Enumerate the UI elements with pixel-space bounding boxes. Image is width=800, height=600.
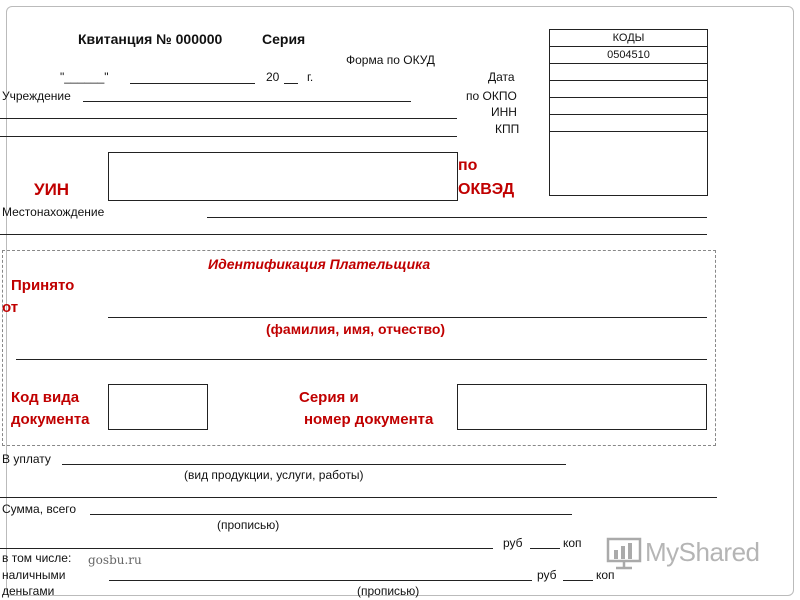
doc-series-label-2: номер документа: [304, 411, 434, 428]
kop-label-2: коп: [596, 568, 615, 582]
doc-number-box[interactable]: [457, 384, 707, 430]
okud-label: Форма по ОКУД: [346, 53, 435, 67]
okpo-cell[interactable]: [550, 81, 708, 98]
myshared-brand: MyShared: [645, 537, 760, 567]
okved-cell[interactable]: [550, 132, 708, 196]
payment-for-line-2[interactable]: [0, 497, 717, 498]
institution-line-3[interactable]: [0, 136, 457, 137]
including-label: в том числе:: [2, 551, 72, 565]
accepted-from-label-2: от: [2, 299, 19, 316]
kop-line[interactable]: [530, 548, 560, 549]
doc-series-label-1: Серия и: [299, 389, 359, 406]
payment-for-line[interactable]: [62, 464, 566, 465]
kpp-code-label: КПП: [495, 122, 520, 136]
total-line[interactable]: [90, 514, 572, 515]
date-month-line[interactable]: [130, 83, 255, 84]
payment-for-caption: (вид продукции, услуги, работы): [184, 468, 364, 482]
year-suffix: г.: [307, 70, 314, 84]
payment-for-label: В уплату: [2, 452, 51, 466]
year-line[interactable]: [284, 83, 298, 84]
cash-line[interactable]: [109, 580, 532, 581]
okved-label-2: ОКВЭД: [458, 181, 515, 198]
kop-line-2[interactable]: [563, 580, 593, 581]
codes-table: [549, 29, 708, 196]
total-words-line[interactable]: [0, 548, 493, 549]
codes-header: КОДЫ: [550, 30, 708, 47]
payer-name-line[interactable]: [108, 317, 707, 318]
kpp-cell[interactable]: [550, 115, 708, 132]
myshared-logo: [606, 536, 642, 575]
location-label: Местонахождение: [2, 205, 105, 219]
payer-name-line-2[interactable]: [16, 359, 707, 360]
in-words-caption: (прописью): [217, 518, 280, 532]
date-day: "______": [60, 70, 109, 84]
inn-code-label: ИНН: [491, 105, 517, 119]
year-prefix: 20: [266, 70, 280, 84]
institution-line[interactable]: [83, 101, 411, 102]
accepted-from-label-1: Принято: [11, 277, 75, 294]
date-cell[interactable]: [550, 64, 708, 81]
total-label: Сумма, всего: [2, 502, 77, 516]
rub-label: руб: [503, 536, 523, 550]
in-words-caption-2: (прописью): [357, 584, 420, 598]
uin-box[interactable]: [108, 152, 458, 201]
date-code-label: Дата: [488, 70, 515, 84]
inn-cell[interactable]: [550, 98, 708, 115]
doc-type-label-1: Код вида: [11, 389, 80, 406]
doc-type-label-2: документа: [11, 411, 90, 428]
series-label: Серия: [262, 31, 306, 47]
location-line[interactable]: [207, 217, 707, 218]
cash-label-2: деньгами: [2, 584, 55, 598]
payer-section-title: Идентификация Плательщика: [208, 256, 431, 272]
okud-value: 0504510: [550, 47, 708, 64]
okved-label-1: по: [458, 157, 478, 174]
site-watermark: gosbu.ru: [88, 553, 142, 567]
institution-line-2[interactable]: [0, 118, 457, 119]
institution-label: Учреждение: [2, 89, 71, 103]
uin-label: УИН: [34, 180, 70, 199]
receipt-title: Квитанция № 000000: [78, 31, 223, 47]
rub-label-2: руб: [537, 568, 557, 582]
fio-caption: (фамилия, имя, отчество): [266, 321, 446, 337]
kop-label: коп: [563, 536, 582, 550]
location-line-2[interactable]: [0, 234, 707, 235]
cash-label-1: наличными: [2, 568, 66, 582]
okpo-code-label: по ОКПО: [466, 89, 517, 103]
presentation-icon: [606, 536, 642, 570]
doc-type-box[interactable]: [108, 384, 208, 430]
